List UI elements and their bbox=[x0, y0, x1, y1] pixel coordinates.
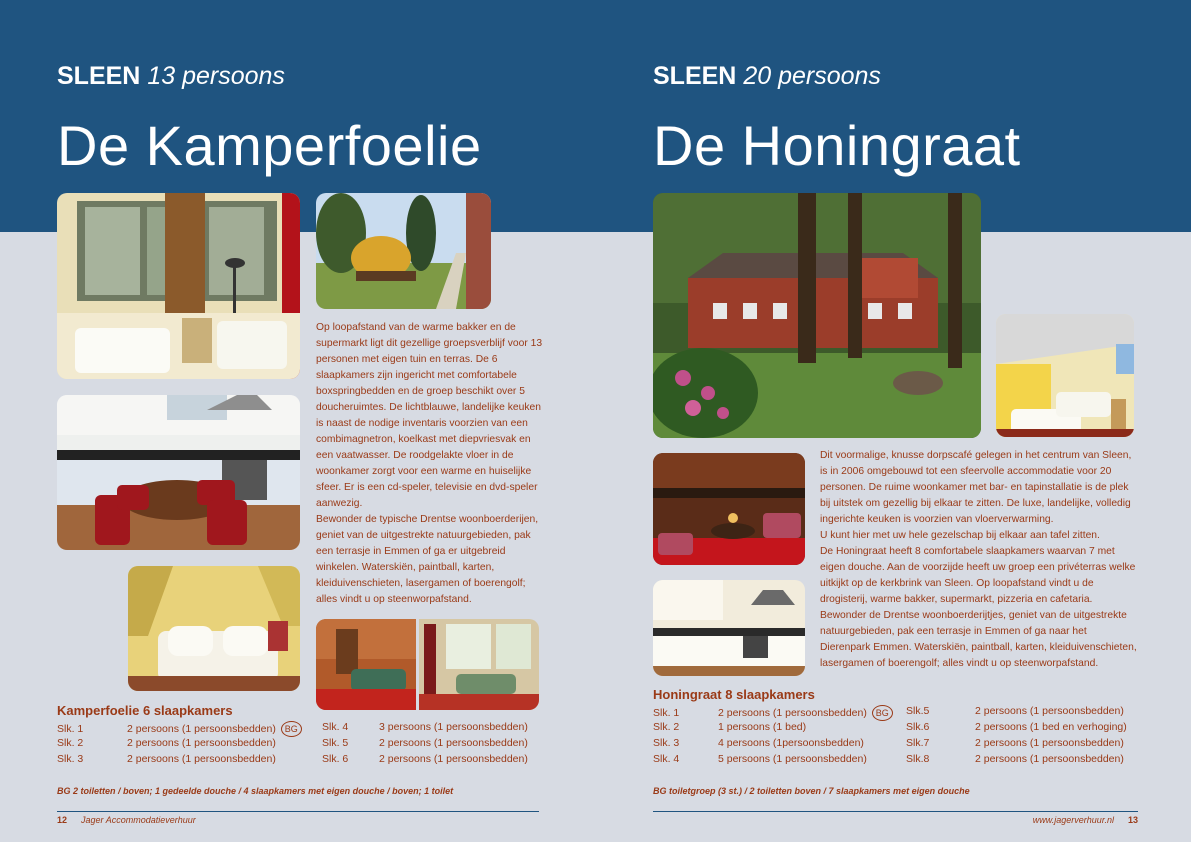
bg-badge: BG bbox=[872, 705, 893, 721]
left-subtitle: SLEEN 13 persoons bbox=[57, 62, 285, 90]
photo-bedroom-window bbox=[57, 193, 300, 379]
right-footnote: BG toiletgroep (3 st.) / 2 toiletten boven / 7 slaapkamers met eigen douche bbox=[653, 786, 970, 796]
table-row: Slk. 1 2 persoons (1 persoonsbedden) BG bbox=[653, 705, 893, 721]
photo-attic-bedroom bbox=[128, 566, 300, 691]
page-number: 12 bbox=[57, 815, 68, 825]
photo-garden bbox=[316, 193, 491, 309]
photo-living-rooms bbox=[316, 619, 539, 710]
table-row: Slk. 4 5 persoons (1 persoonsbedden) bbox=[653, 753, 867, 765]
publisher-name: Jager Accommodatieverhuur bbox=[81, 815, 196, 825]
left-paragraph: Bewonder de typische Drentse woonboerderijen, geniet van de uitgestrekte natuurgebieden, pak een terrasje in Emmen of ga er uitgebreid winkelen. Waterskiën, paintball, karten, kleiduivenschieten, lasergamen of boerengolf; alles vindt u op steenworpafstand. bbox=[316, 514, 539, 605]
table-row: Slk. 6 2 persoons (1 persoonsbedden) bbox=[322, 753, 528, 765]
table-row: Slk. 5 2 persoons (1 persoonsbedden) bbox=[322, 737, 528, 749]
table-row: Slk. 3 2 persoons (1 persoonsbedden) bbox=[57, 753, 276, 765]
right-paragraph: De Honingraat heeft 8 comfortabele slaapkamers waarvan 7 met eigen douche. Aan de voorzijde heeft uw groep een privéterras welke uitkijkt op de kerkbrink van Sleen. Op loopafstand vindt u de drogisterij, warme bakker, supermarkt, pizzeria en cafetaria. bbox=[820, 546, 1136, 605]
left-footnote: BG 2 toiletten / boven; 1 gedeelde douche / 4 slaapkamers met eigen douche / boven; 1 toilet bbox=[57, 786, 454, 796]
right-title: De Honingraat bbox=[653, 114, 1021, 177]
table-row: Slk. 2 1 persoons (1 bed) bbox=[653, 721, 807, 733]
photo-attic-bedroom-right bbox=[996, 314, 1134, 437]
bg-badge: BG bbox=[281, 721, 302, 737]
left-title: De Kamperfoelie bbox=[57, 114, 482, 177]
table-row: Slk.5 2 persoons (1 persoonsbedden) bbox=[906, 705, 1124, 717]
left-footer-divider bbox=[57, 811, 539, 812]
photo-bar-lounge bbox=[653, 453, 805, 565]
left-footer bbox=[57, 815, 196, 825]
right-footer-divider bbox=[653, 811, 1138, 812]
website-link[interactable]: www.jagerverhuur.nl bbox=[1032, 815, 1114, 825]
photo-kitchen bbox=[57, 395, 300, 550]
left-paragraph: Op loopafstand van de warme bakker en de supermarkt ligt dit gezellige groepsverblijf voor 13 personen met eigen tuin en terras. De 6 slaapkamers zijn ingericht met comfortabele boxspringbedden en de groep beschikt over 5 doucheruimtes. De lichtblauwe, landelijke keuken is naast de nodige inventaris voorzien van een combimagnetron, koelkast met diepvriesvak en een vaatwasser. De roodgelakte vloer in de woonkamer zorgt voor een warme en huiselijke sfeer. Er is een cd-speler, televisie en dvd-speler aanwezig. bbox=[316, 322, 543, 509]
right-paragraph: Dit voormalige, knusse dorpscafé gelegen in het centrum van Sleen, is in 2006 omgebouwd tot een sfeervolle accommodatie voor 20 personen. De ruime woonkamer met bar- en tapinstallatie is de plek bij uitstek om gezellig bij elkaar te zitten. De luxe, landelijke, volledig ingerichte keuken is voorzien van vloerverwarming. bbox=[820, 450, 1132, 525]
table-row: Slk. 4 3 persoons (1 persoonsbedden) bbox=[322, 721, 528, 733]
right-subtitle: SLEEN 20 persoons bbox=[653, 62, 881, 90]
left-description bbox=[316, 320, 544, 608]
table-row: Slk.7 2 persoons (1 persoonsbedden) bbox=[906, 737, 1124, 749]
right-paragraph: U kunt hier met uw hele gezelschap bij elkaar aan tafel zitten. bbox=[820, 530, 1100, 541]
table-row: Slk.6 2 persoons (1 bed en verhoging) bbox=[906, 721, 1127, 733]
table-row: Slk.8 2 persoons (1 persoonsbedden) bbox=[906, 753, 1124, 765]
page-number: 13 bbox=[1127, 815, 1138, 825]
right-description bbox=[820, 448, 1138, 672]
photo-building-exterior bbox=[653, 193, 981, 438]
table-row: Slk. 2 2 persoons (1 persoonsbedden) bbox=[57, 737, 276, 749]
right-footer bbox=[1033, 815, 1138, 825]
table-row: Slk. 1 2 persoons (1 persoonsbedden) BG bbox=[57, 721, 302, 737]
table-row: Slk. 3 4 persoons (1persoonsbedden) bbox=[653, 737, 864, 749]
left-rooms-title: Kamperfoelie 6 slaapkamers bbox=[57, 703, 233, 718]
right-paragraph: Bewonder de Drentse woonboerderijtjes, geniet van de uitgestrekte natuurgebieden, pak een terrasje in Emmen of ga naar het Dierenpark Emmen. Waterskiën, paintball, karten, kleiduivenschieten, lasergamen of boerengolf; alles vindt u op steenworpafstand. bbox=[820, 610, 1137, 669]
right-rooms-title: Honingraat 8 slaapkamers bbox=[653, 687, 815, 702]
photo-kitchen-right bbox=[653, 580, 805, 676]
